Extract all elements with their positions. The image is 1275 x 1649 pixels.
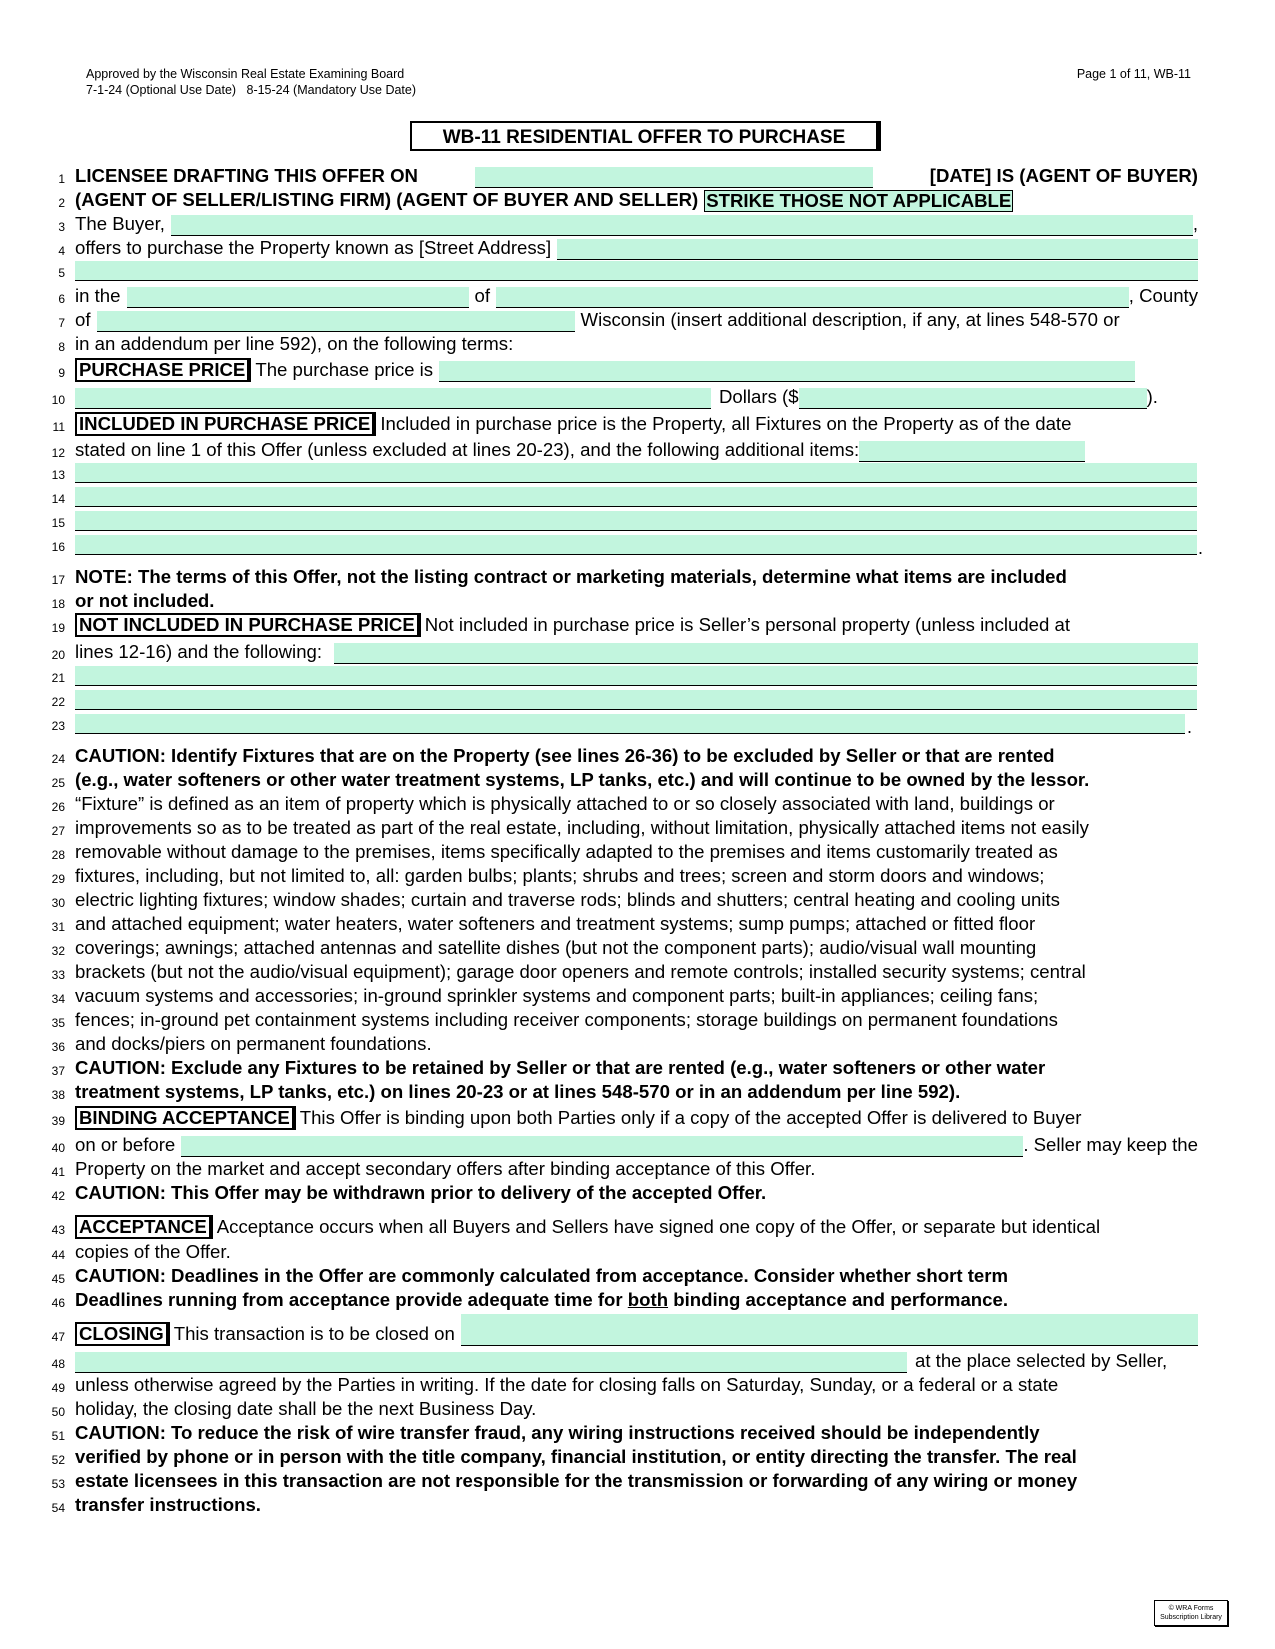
- line-number: 19: [51, 621, 65, 635]
- line-47: CLOSING This transaction is to be closed on: [75, 1322, 1198, 1346]
- included-items-line-15-field[interactable]: [75, 511, 1197, 531]
- included-items-field[interactable]: [859, 441, 1085, 462]
- excluded-items-line-22-field[interactable]: [75, 690, 1197, 710]
- line-number: 35: [51, 1016, 65, 1030]
- line-number: 38: [51, 1088, 65, 1102]
- approved-by: Approved by the Wisconsin Real Estate Examining Board: [86, 67, 405, 81]
- included-items-line-13-field[interactable]: [75, 463, 1197, 483]
- line-number: 16: [51, 540, 65, 554]
- line-number: 21: [51, 671, 65, 685]
- included-items-line-16-field[interactable]: [75, 535, 1197, 555]
- line-48: at the place selected by Seller,: [75, 1349, 1198, 1373]
- line-number: 23: [51, 719, 65, 733]
- line-number: 7: [58, 316, 65, 330]
- line-19: NOT INCLUDED IN PURCHASE PRICE Not included in purchase price is Seller’s personal property (unless included at: [75, 613, 1198, 637]
- wra-forms-stamp: © WRA Forms Subscription Library: [1154, 1600, 1228, 1626]
- line-number: 49: [51, 1381, 65, 1395]
- line-number: 42: [51, 1189, 65, 1203]
- line-number: 50: [51, 1405, 65, 1419]
- line-number: 13: [51, 468, 65, 482]
- line-number: 17: [51, 573, 65, 587]
- municipality-type-field[interactable]: [127, 287, 469, 308]
- line-36: and docks/piers on permanent foundations.: [75, 1033, 432, 1054]
- line-52: verified by phone or in person with the title company, financial institution, or entity directing the transfer. The real: [75, 1446, 1077, 1467]
- line-34: vacuum systems and accessories; in-ground sprinkler systems and component parts; built-in appliances; ceiling fans;: [75, 985, 1039, 1006]
- line-number: 10: [51, 393, 65, 407]
- line-number: 53: [51, 1477, 65, 1491]
- purchase-price-amount-field[interactable]: [799, 388, 1147, 409]
- line-50: holiday, the closing date shall be the next Business Day.: [75, 1398, 537, 1419]
- line-number: 30: [51, 896, 65, 910]
- county-field[interactable]: [97, 311, 575, 332]
- line-number: 44: [51, 1248, 65, 1262]
- line-32: coverings; awnings; attached antennas and satellite dishes (but not the component parts); audio/visual wall mounting: [75, 937, 1037, 958]
- line-7: of Wisconsin (insert additional description, if any, at lines 548-570 or: [75, 309, 1120, 330]
- line-9: PURCHASE PRICE The purchase price is: [75, 358, 1198, 382]
- line-number: 18: [51, 597, 65, 611]
- line-44: copies of the Offer.: [75, 1241, 231, 1262]
- line-24: CAUTION: Identify Fixtures that are on the Property (see lines 26-36) to be excluded by Seller or that are rented: [75, 745, 1055, 766]
- line-number: 39: [51, 1114, 65, 1128]
- line-1: LICENSEE DRAFTING THIS OFFER ON [DATE] IS (AGENT OF BUYER): [75, 165, 1198, 186]
- line-11: INCLUDED IN PURCHASE PRICE Included in purchase price is the Property, all Fixtures on the Property as of the date: [75, 412, 1198, 436]
- line-number: 4: [58, 244, 65, 258]
- line-31: and attached equipment; water heaters, water softeners and treatment systems; sump pumps; attached or fitted floor: [75, 913, 1036, 934]
- closing-date-field[interactable]: [461, 1314, 1198, 1346]
- excluded-items-line-21-field[interactable]: [75, 666, 1197, 686]
- purchase-price-box: PURCHASE PRICE: [75, 358, 249, 382]
- page-number: Page 1 of 11, WB-11: [1076, 67, 1191, 81]
- line-number: 54: [51, 1501, 65, 1515]
- address-line-5-field[interactable]: [75, 261, 1198, 281]
- excluded-items-field[interactable]: [334, 643, 1198, 664]
- line-8: in an addendum per line 592), on the following terms:: [75, 333, 514, 354]
- line-number: 3: [58, 220, 65, 234]
- use-dates: 7-1-24 (Optional Use Date) 8-15-24 (Mandatory Use Date): [86, 83, 417, 97]
- line-number: 29: [51, 872, 65, 886]
- line-number: 52: [51, 1453, 65, 1467]
- line-42: CAUTION: This Offer may be withdrawn prior to delivery of the accepted Offer.: [75, 1182, 767, 1203]
- line-number: 5: [58, 266, 65, 280]
- form-title: WB-11 RESIDENTIAL OFFER TO PURCHASE: [410, 121, 878, 151]
- line-46: Deadlines running from acceptance provide adequate time for both binding acceptance and performance.: [75, 1289, 1008, 1310]
- street-address-field[interactable]: [557, 239, 1198, 260]
- included-items-line-14-field[interactable]: [75, 487, 1197, 507]
- line-35: fences; in-ground pet containment systems including receiver components; storage buildings on permanent foundations: [75, 1009, 1058, 1030]
- line-number: 1: [58, 172, 65, 186]
- line-51: CAUTION: To reduce the risk of wire transfer fraud, any wiring instructions received should be independently: [75, 1422, 1040, 1443]
- line-number: 28: [51, 848, 65, 862]
- line-number: 45: [51, 1272, 65, 1286]
- line-number: 20: [51, 648, 65, 662]
- not-included-box: NOT INCLUDED IN PURCHASE PRICE: [75, 613, 419, 637]
- line-number: 46: [51, 1296, 65, 1310]
- line-37: CAUTION: Exclude any Fixtures to be retained by Seller or that are rented (e.g., water softeners or other water: [75, 1057, 1046, 1078]
- line-2: (AGENT OF SELLER/LISTING FIRM) (AGENT OF BUYER AND SELLER) STRIKE THOSE NOT APPLICABLE: [75, 189, 1012, 211]
- line-number: 2: [58, 196, 65, 210]
- closing-box: CLOSING: [75, 1322, 168, 1346]
- line-26: “Fixture” is defined as an item of property which is physically attached to or so closely associated with land, buildings or: [75, 793, 1055, 814]
- binding-acceptance-box: BINDING ACCEPTANCE: [75, 1106, 294, 1130]
- line-43: ACCEPTANCE Acceptance occurs when all Buyers and Sellers have signed one copy of the Offer, or separate but identical: [75, 1215, 1198, 1239]
- excluded-items-line-23-field[interactable]: [75, 714, 1185, 734]
- line-39: BINDING ACCEPTANCE This Offer is binding upon both Parties only if a copy of the accepted Offer is delivered to Buyer: [75, 1106, 1198, 1130]
- line-number: 51: [51, 1429, 65, 1443]
- line-number: 9: [58, 366, 65, 380]
- line-number: 6: [58, 292, 65, 306]
- line-3: The Buyer, ,: [75, 213, 1198, 234]
- line-41: Property on the market and accept secondary offers after binding acceptance of this Offer.: [75, 1158, 816, 1179]
- line-number: 8: [58, 340, 65, 354]
- line-4: offers to purchase the Property known as [Street Address]: [75, 236, 1198, 260]
- approval-note: [86, 66, 416, 98]
- line-number: 27: [51, 824, 65, 838]
- line-25: (e.g., water softeners or other water treatment systems, LP tanks, etc.) and will continue to be owned by the lessor.: [75, 769, 1090, 790]
- line-number: 36: [51, 1040, 65, 1054]
- line-number: 47: [51, 1330, 65, 1344]
- line-30: electric lighting fixtures; window shades; curtain and traverse rods; blinds and shutters; central heating and cooling units: [75, 889, 1060, 910]
- acceptance-box: ACCEPTANCE: [75, 1215, 211, 1239]
- line-18: or not included.: [75, 590, 215, 611]
- line-54: transfer instructions.: [75, 1494, 261, 1515]
- line-number: 37: [51, 1064, 65, 1078]
- line-45: CAUTION: Deadlines in the Offer are commonly calculated from acceptance. Consider whether short term: [75, 1265, 1009, 1286]
- line-number: 22: [51, 695, 65, 709]
- strike-note[interactable]: STRIKE THOSE NOT APPLICABLE: [706, 190, 1012, 211]
- line-33: brackets (but not the audio/visual equipment); garage door openers and remote controls; installed security systems; central: [75, 961, 1086, 982]
- line-10: Dollars ($ ).: [75, 385, 1198, 409]
- line-29: fixtures, including, but not limited to, all: garden bulbs; plants; shrubs and trees; screen and storm doors and windows;: [75, 865, 1045, 886]
- closing-date-line2-field[interactable]: [75, 1352, 907, 1373]
- line-number: 43: [51, 1223, 65, 1237]
- line-number: 26: [51, 800, 65, 814]
- line-49: unless otherwise agreed by the Parties in writing. If the date for closing falls on Saturday, Sunday, or a federal or a state: [75, 1374, 1059, 1395]
- line-number: 15: [51, 516, 65, 530]
- line-number: 14: [51, 492, 65, 506]
- line-28: removable without damage to the premises, items specifically adapted to the premises and items customarily treated as: [75, 841, 1058, 862]
- line-27: improvements so as to be treated as part of the real estate, including, without limitation, physically attached items not easily: [75, 817, 1089, 838]
- line-number: 32: [51, 944, 65, 958]
- line-53: estate licensees in this transaction are not responsible for the transmission or forwarding of any wiring or money: [75, 1470, 1078, 1491]
- line-6: in the of , County: [75, 285, 1198, 306]
- line-number: 12: [51, 446, 65, 460]
- line-number: 33: [51, 968, 65, 982]
- line-17: NOTE: The terms of this Offer, not the listing contract or marketing materials, determine what items are included: [75, 566, 1067, 587]
- purchase-price-words-line2-field[interactable]: [75, 388, 711, 409]
- line-number: 48: [51, 1357, 65, 1371]
- line-number: 41: [51, 1165, 65, 1179]
- buyer-name-field[interactable]: [171, 215, 1193, 236]
- line-number: 31: [51, 920, 65, 934]
- line-12: stated on line 1 of this Offer (unless excluded at lines 20-23), and the following additional items:: [75, 438, 1198, 462]
- purchase-price-words-field[interactable]: [439, 361, 1135, 382]
- line-20: lines 12-16) and the following:: [75, 640, 1198, 664]
- line-number: 40: [51, 1141, 65, 1155]
- included-box: INCLUDED IN PURCHASE PRICE: [75, 412, 374, 436]
- binding-acceptance-deadline-field[interactable]: [181, 1136, 1023, 1157]
- date-field[interactable]: [475, 167, 873, 188]
- line-number: 34: [51, 992, 65, 1006]
- municipality-name-field[interactable]: [496, 287, 1129, 308]
- line-38: treatment systems, LP tanks, etc.) on lines 20-23 or at lines 548-570 or in an addendum per line 592).: [75, 1081, 961, 1102]
- line-number: 11: [52, 420, 65, 434]
- line-number: 25: [51, 776, 65, 790]
- line-number: 24: [51, 752, 65, 766]
- line-40: on or before . Seller may keep the: [75, 1134, 1198, 1155]
